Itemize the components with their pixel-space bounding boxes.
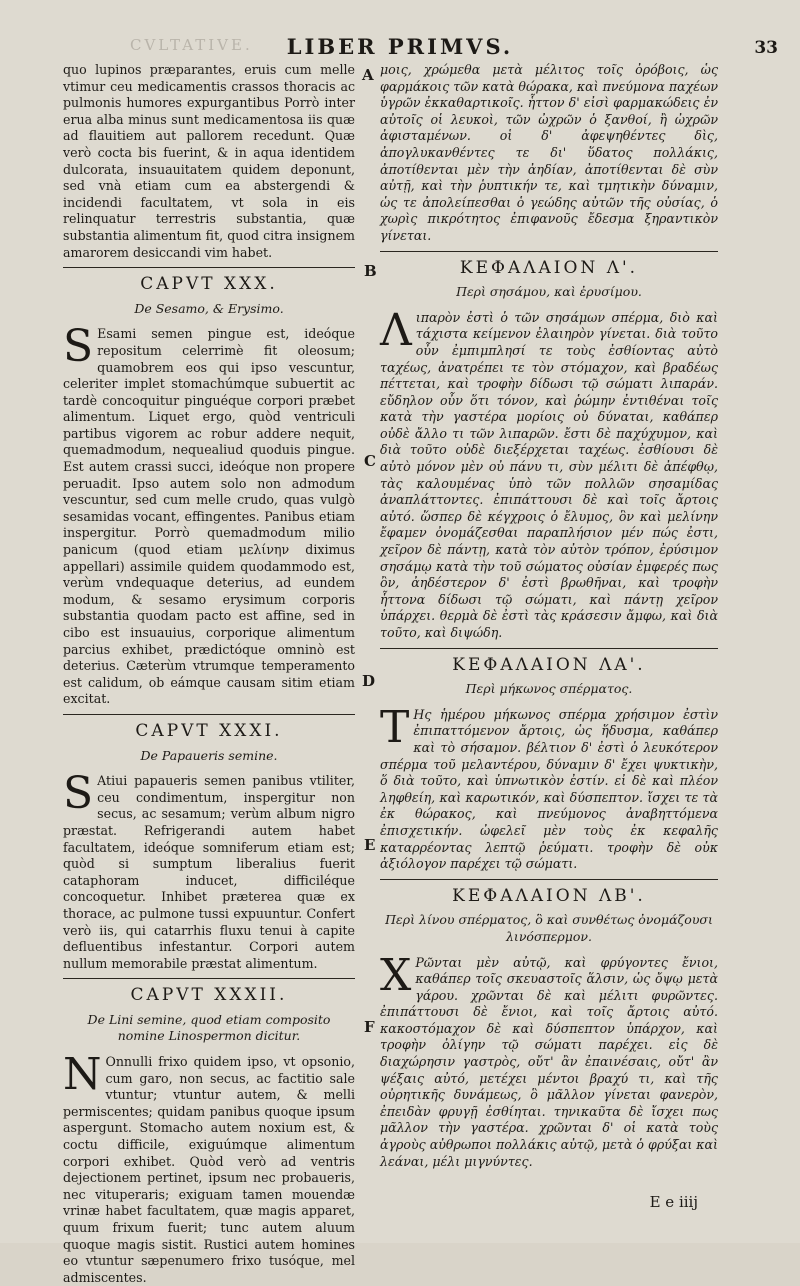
margin-letter-b: B (364, 262, 377, 280)
margin-letter-a: A (362, 66, 374, 84)
margin-letter-f: F (364, 1018, 375, 1036)
section-rule (63, 714, 355, 715)
kephalaion-30-subtitle: Περὶ σησάμου, καὶ ἐρυσίμου. (456, 284, 642, 300)
drop-cap: Χ (380, 949, 412, 1001)
kephalaion-32-heading: ΚΕΦΑΛΑΙΟΝ ΛΒ'. (452, 885, 646, 906)
section-rule (380, 879, 718, 880)
margin-letter-c: C (364, 452, 376, 470)
latin-column (63, 62, 355, 1286)
chapter-30-heading: CAPVT XXX. (140, 274, 278, 295)
chapter-32-body (63, 1049, 355, 1286)
section-rule (380, 251, 718, 252)
bleed-through-text: CVLTATIVE. (130, 36, 253, 54)
chapter-30-body (63, 321, 355, 708)
kephalaion-30-text: ιπαρὸν ἐστὶ ὁ τῶν σησάμων σπέρμα, διὸ καὶ τάχιστα κείμενον ἐλαιηρὸν γίνεται. διὰ τοῦτο οὖν ἐμπιμπλησί τε τοὺς ἐσθίοντας αὐτὸ ταχέως, ἀνατρέπει τε τὸν στόμαχον, καὶ βραδέως πέττεται, καὶ τροφὴν δίδωσι τῷ σώματι λιπαράν. εὔδηλον οὖν ὅτι τόνον, καὶ ῥώμην ἐντιθέναι τοῖς κατὰ τὴν γαστέρα μορίοις οὐ δύναται, καθάπερ οὐδὲ ἄλλο τι τῶν λιπαρῶν. ἔστι δὲ παχύχυμον, καὶ διὰ τοῦτο οὐδὲ διεξέρχεται ταχέως. ἐσθίουσι δὲ αὐτὸ μόνον μὲν οὐ πάνυ τι, σὺν μέλιτι δὲ ἀπέφθῳ, τὰς καλουμένας ὑπὸ τῶν πολλῶν σησαμίδας ἀναπλάττοντες. ἐπιπάττουσι δὲ καὶ τοῖς ἄρτοις αὐτό. ὥσπερ δὲ κέγχροις ὁ ἔλυμος, ὃν καὶ μελίνην ἔφαμεν ὀνομάζεσθαι παραπλήσιον μέν πώς ἐστι, χεῖρον δὲ πάντῃ, κατὰ τὸν αὐτὸν τρόπον, ἐρύσιμον σησάμῳ κατὰ τὴν τοῦ σώματος οὐσίαν ἐμφερές πως ὂν, ἀηδέστερον δ' ἐστὶ βρωθῆναι, καὶ τροφὴν ἧττονα δίδωσι τῷ σώματι, καὶ πάντῃ χεῖρον ὑπάρχει. θερμὰ δὲ ἐστὶ τὰς κράσεσιν ἄμφω, καὶ διὰ τοῦτο, καὶ διψώδη. (380, 309, 718, 640)
kephalaion-32-text: Ρῶνται μὲν αὐτῷ, καὶ φρύγοντες ἔνιοι, καθάπερ τοῖς σκευαστοῖς ἅλσιν, ὡς ὄψῳ μετὰ γάρου. χρῶνται δὲ καὶ μέλιτι φυρῶντες. ἐπιπάττουσι δὲ ἔνιοι, καὶ τοῖς ἄρτοις αὐτό. κακοστόμαχον δὲ καὶ δύσπεπτον ὑπάρχον, καὶ τροφὴν ὀλίγην τῷ σώματι παρέχει. εἰς δὲ διαχώρησιν γαστρὸς, οὔτ' ἂν ἐπαινέσαις, οὔτ' ἂν ψέξαις αὐτό, μετέχει μέντοι βραχύ τι, καὶ τῆς οὐρητικῆς δυνάμεως, ὃ μᾶλλον γίνεται φανερὸν, ἐπειδὰν φρυγῇ ἐσθίηται. τηνικαῦτα δὲ ἴσχει πως μᾶλλον τὴν γαστέρα. χρῶνται δ' οἱ κατὰ τοὺς ἀγροὺς αὐθρωποι πολλάκις αὐτῷ, μετὰ ὁ φρύξαι καὶ λεάναι, μέλι μιγνύντες. (380, 954, 718, 1169)
page-number: 33 (754, 38, 778, 58)
margin-letter-e: E (364, 836, 376, 854)
kephalaion-32-body (380, 949, 718, 1171)
kephalaion-31-subtitle: Περὶ μήκωνος σπέρματος. (465, 681, 633, 697)
margin-letter-d: D (362, 672, 376, 690)
drop-cap: Λ (380, 304, 412, 356)
chapter-32-text: Onnulli frixo quidem ipso, vt opsonio, cum garo, non secus, ac factitio sale vtuntur; vtuntur autem, & melli permiscentes; quidam panibus quoque ipsum aspergunt. Stomacho autem noxium est, & coctu difficile, exiguúmque alimentum corpori exhibet. Quòd verò ad ventris dejectionem pertinet, ipsum nec probaueris, nec vituperaris; exiguam tamen mouendæ vrinæ habet facultatem, quæ magis apparet, quum frixum fuerit; tunc autem aluum quoque magis sistit. Rustici autem homines eo vtuntur sæpenumero frixo tusóque, mel admiscentes. (63, 1054, 355, 1285)
drop-cap: Τ (380, 701, 410, 753)
chapter-30-text: Esami semen pingue est, ideóque repositum celerrimè fit oleosum; quamobrem eos qui ipso vescuntur, celeriter implet stomachúmque subuertit ac tardè concoquitur pinguéque corpori præbet alimentum. Liquet ergo, quòd ventriculi partibus vigorem ac robur addere nequit, quemadmodum, nequealiud quoduis pingue. Est autem crassi succi, ideóque non propere peruadit. Ipso autem solo non admodum vescuntur, sed cum melle crudo, quas vulgò sesamidas vocant, effingentes. Panibus etiam inspergitur. Porrò quemadmodum milio panicum (quod etiam μελίνην diximus appellari) assimile quidem quodammodo est, verùm vndequaque deterius, ad eundem modum, & sesamo erysimum corporis substantia quodam pacto est affine, sed in cibo est insuauius, corporique alimentum parcius exhibet, prædictóque omninò est deterius. Cæterùm vtrumque temperamento est calidum, ob eámque causam sitim etiam excitat. (63, 326, 355, 707)
kephalaion-31-body (380, 701, 718, 873)
kephalaion-30-body (380, 304, 718, 642)
kephalaion-32-subtitle: Περὶ λίνου σπέρματος, ὃ καὶ συνθέτως ὀνομάζουσι λινόσπερμον. (385, 912, 713, 944)
chapter-31-text: Atiui papaueris semen panibus vtiliter, ceu condimentum, inspergitur non secus, ac sesamum; verùm album nigro præstat. Refrigerandi autem habet facultatem, ideóque somniferum etiam est; quòd si sumptum liberalius fuerit cataphoram inducet, difficiléque concoquetur. Inhibet præterea quæ ex thorace, ac pulmone tussi expuuntur. Confert verò iis, qui catarrhis fluxu tenui à capite defluentibus infestantur. Corpori autem nullum memorabile præstat alimentum. (63, 773, 355, 971)
section-rule (380, 648, 718, 649)
kephalaion-31-text: Ης ἡμέρου μήκωνος σπέρμα χρήσιμον ἐστὶν ἐπιπαττόμενον ἄρτοις, ὡς ἥδυσμα, καθάπερ καὶ τὸ σήσαμον. βέλτιον δ' ἐστὶ ὁ λευκότερον σπέρμα τοῦ μελαντέρου, δύναμιν δ' ἔχει ψυκτικὴν, ὅ διὰ τοῦτο, καὶ ὑπνωτικὸν ἐστίν. εἰ δὲ καὶ πλέον ληφθείη, καὶ καρωτικόν, καὶ δύσπεπτον. ἴσχει τε τὰ ἐκ θώρακος, καὶ πνεύμονος ἀναβηττόμενα ἐπισχετικήν. ὠφελεῖ μὲν τοὺς ἐκ κεφαλῆς καταρρέοντας λεπτῷ ῥεύματι. τροφὴν δὲ οὐκ ἀξιόλογον παρέχει τῷ σώματι. (380, 706, 718, 872)
chapter-32-heading: CAPVT XXXII. (130, 985, 288, 1006)
greek-column (380, 62, 718, 1170)
greek-intro-text: μοις, χρώμεθα μετὰ μέλιτος τοῖς ὀρόβοις, ὡς φαρμάκοις τῶν κατὰ θώρακα, καὶ πνεύμονα παχέων ὑγρῶν ἐκκαθαρτικοῖς. ἧττον δ' εἰσὶ φαρμακώδεις ἐν αὐτοῖς οἱ λευκοὶ, τῶν ὠχρῶν ὁ ξανθοί, ἢ ὠχρῶν ἀφισταμένων. οἱ δ' ἀφεψηθέντες δὶς, ἀπογλυκανθέντες τε δι' ὕδατος πολλάκις, ἀποτίθενται μὲν τὴν ἀηδίαν, ἀποτίθενται δὲ σὺν αὐτῇ, καὶ τὴν ῥυπτικήν τε, καὶ τμητικὴν δύναμιν, ὡς τε ἀπολείπεσθαι ὁ γεώδης αὐτῶν τῆς οὐσίας, ὁ χωρὶς πικρότητος ἐπιφανοῦς ἔδεσμα ξηραντικὸν γίνεται. (380, 62, 718, 243)
section-rule (63, 978, 355, 979)
chapter-30-subtitle: De Sesamo, & Erysimo. (134, 300, 284, 316)
signature-mark: E e iiij (649, 1193, 698, 1211)
chapter-31-heading: CAPVT XXXI. (135, 720, 283, 741)
chapter-32-subtitle: De Lini semine, quod etiam composito nomine Linospermon dicitur. (87, 1011, 331, 1044)
kephalaion-31-heading: ΚΕΦΑΛΑΙΟΝ ΛΑ'. (452, 654, 646, 675)
running-title: LIBER PRIMVS. (286, 34, 514, 59)
kephalaion-30-heading: ΚΕΦΑΛΑΙΟΝ Λ'. (459, 257, 639, 278)
chapter-31-subtitle: De Papaueris semine. (140, 747, 278, 763)
drop-cap: S (63, 768, 94, 820)
section-rule (63, 267, 355, 268)
latin-intro-text: quo lupinos præparantes, eruis cum melle vtimur ceu medicamentis crassos thoracis ac pulmonis humores expurgantibus Porrò inter erua alba minus sunt medicamentosa iis quæ ad flauitiem aut pallorem recedunt. Quæ verò cocta bis fuerint, & in aqua identidem dulcorata, insuauitatem quidem deponunt, sed vnà etiam cum ea abstergendi & incidendi facultatem, vt sola in eis relinquatur terrestris substantia, quæ substantia alimentum fit, quod citra insignem amarorem desiccandi vim habet. (63, 62, 355, 260)
chapter-31-body (63, 768, 355, 972)
drop-cap: S (63, 321, 94, 373)
drop-cap: N (63, 1049, 102, 1101)
